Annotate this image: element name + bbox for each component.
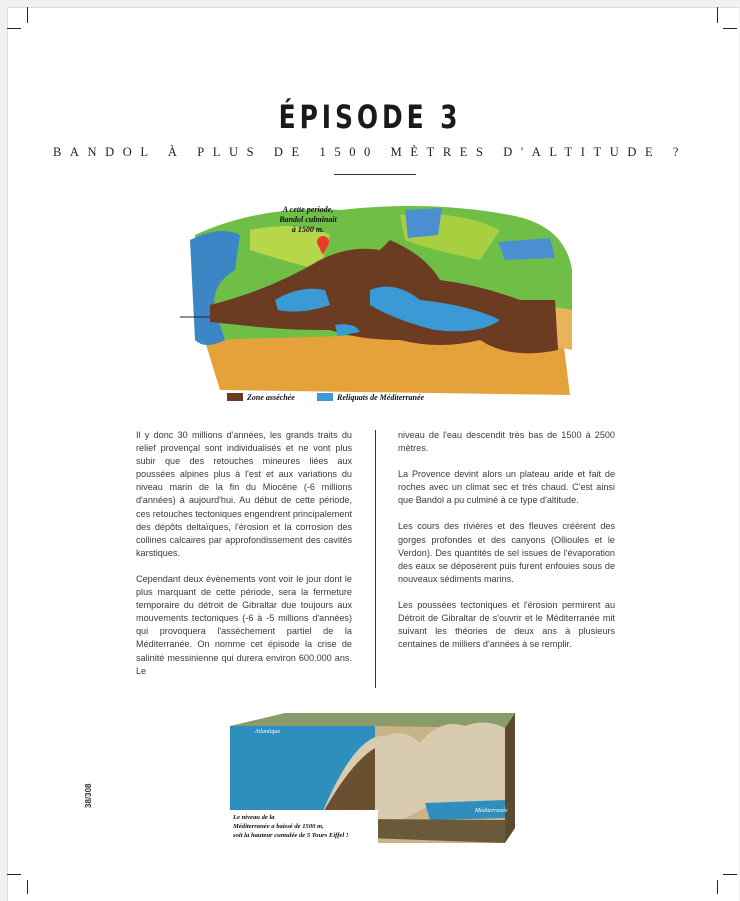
article-paragraph: Les cours des rivières et des fleuves créèrent des gorges profondes et des canyons (Ollioules et le Verdon). Des quantités de sel issues de l'évaporation des eaux se déposèrent puis furent enfouies sous de nouveaux sédiments marins. xyxy=(398,521,615,584)
article-column-left xyxy=(136,429,352,691)
legend-swatch-dried xyxy=(227,393,243,401)
mediterranean-map xyxy=(180,190,580,405)
article-paragraph: Cependant deux évènements vont voir le jour dont le plus marquant de cette période, sera la fermeture temporaire du détroit de Gibraltar due toujours aux mouvements tectoniques (-6 à -5 millions d'années) qui provoquera l'assèchement partiel de la Méditerranée. On nomme cet épisode la crise de salinité messinienne qui durera environ 600.000 ans. Le xyxy=(136,573,352,676)
label-atlantique: Atlantique xyxy=(255,729,280,735)
article-paragraph: La Provence devint alors un plateau aride et fait de roches avec un climat sec et très chaud. C'est ainsi que Bandol a pu culminé à ce type d'altitude. xyxy=(398,469,615,506)
block-side-face xyxy=(505,713,515,843)
legend-label-sea: Reliquats de Méditerranée xyxy=(337,393,425,402)
caption-line: Le niveau de la xyxy=(233,814,275,821)
map-annotation-line: à 1500 m. xyxy=(291,225,325,234)
crop-mark xyxy=(723,874,737,875)
map-annotation-line: Bandol culminait xyxy=(279,215,337,224)
crop-mark xyxy=(717,880,718,894)
page-number: 38/308 xyxy=(84,783,93,808)
article-paragraph: niveau de l'eau descendit très bas de 1500 à 2500 mètres. xyxy=(398,430,615,454)
article-column-right xyxy=(398,429,615,664)
column-divider xyxy=(375,430,376,688)
map-north-sea xyxy=(405,208,442,238)
legend-label-dried: Zone asséchée xyxy=(247,393,295,402)
caption-line: soit la hauteur cumulée de 5 Tours Eiffel ! xyxy=(233,832,349,839)
article-paragraph: Il y donc 30 millions d'années, les grands traits du relief provençal sont individualisés et ne vont plus subir que des retouches mineures liées aux poussées alpines plus à l'est et aux variations du niveau marin de la fin du Miocène (-6 millions d'années) à aujourd'hui. Au début de cette période, ces retouches tectoniques engendrent principalement des dépôts deltaïques, l'érosion et la corrosion des collines calcaires par approfondissement des cavités karstiques. xyxy=(136,430,352,558)
map-annotation-line: A cette periode, xyxy=(282,205,334,214)
crop-mark xyxy=(27,880,28,894)
label-mediterranee: Méditerranée xyxy=(475,808,508,814)
title-rule xyxy=(334,174,416,175)
crop-mark xyxy=(723,28,737,29)
crop-mark xyxy=(7,28,21,29)
crop-mark xyxy=(27,7,28,23)
geological-block-diagram xyxy=(225,708,520,848)
page-title: ÉPISODE 3 xyxy=(278,98,462,136)
caption-line: Méditerranée a baissé de 1500 m, xyxy=(233,823,324,830)
crop-mark xyxy=(7,874,21,875)
crop-mark xyxy=(717,7,718,23)
legend-swatch-sea xyxy=(317,393,333,401)
page-subtitle: BANDOL À PLUS DE 1500 MÈTRES D'ALTITUDE ? xyxy=(52,145,688,159)
article-paragraph: Les poussées tectoniques et l'érosion permirent au Détroit de Gibraltar de s'ouvrir et le Méditerranée mit suivant les théories de deux ans à plusieurs centaines de milliers d'années à se remplir. xyxy=(398,599,615,650)
